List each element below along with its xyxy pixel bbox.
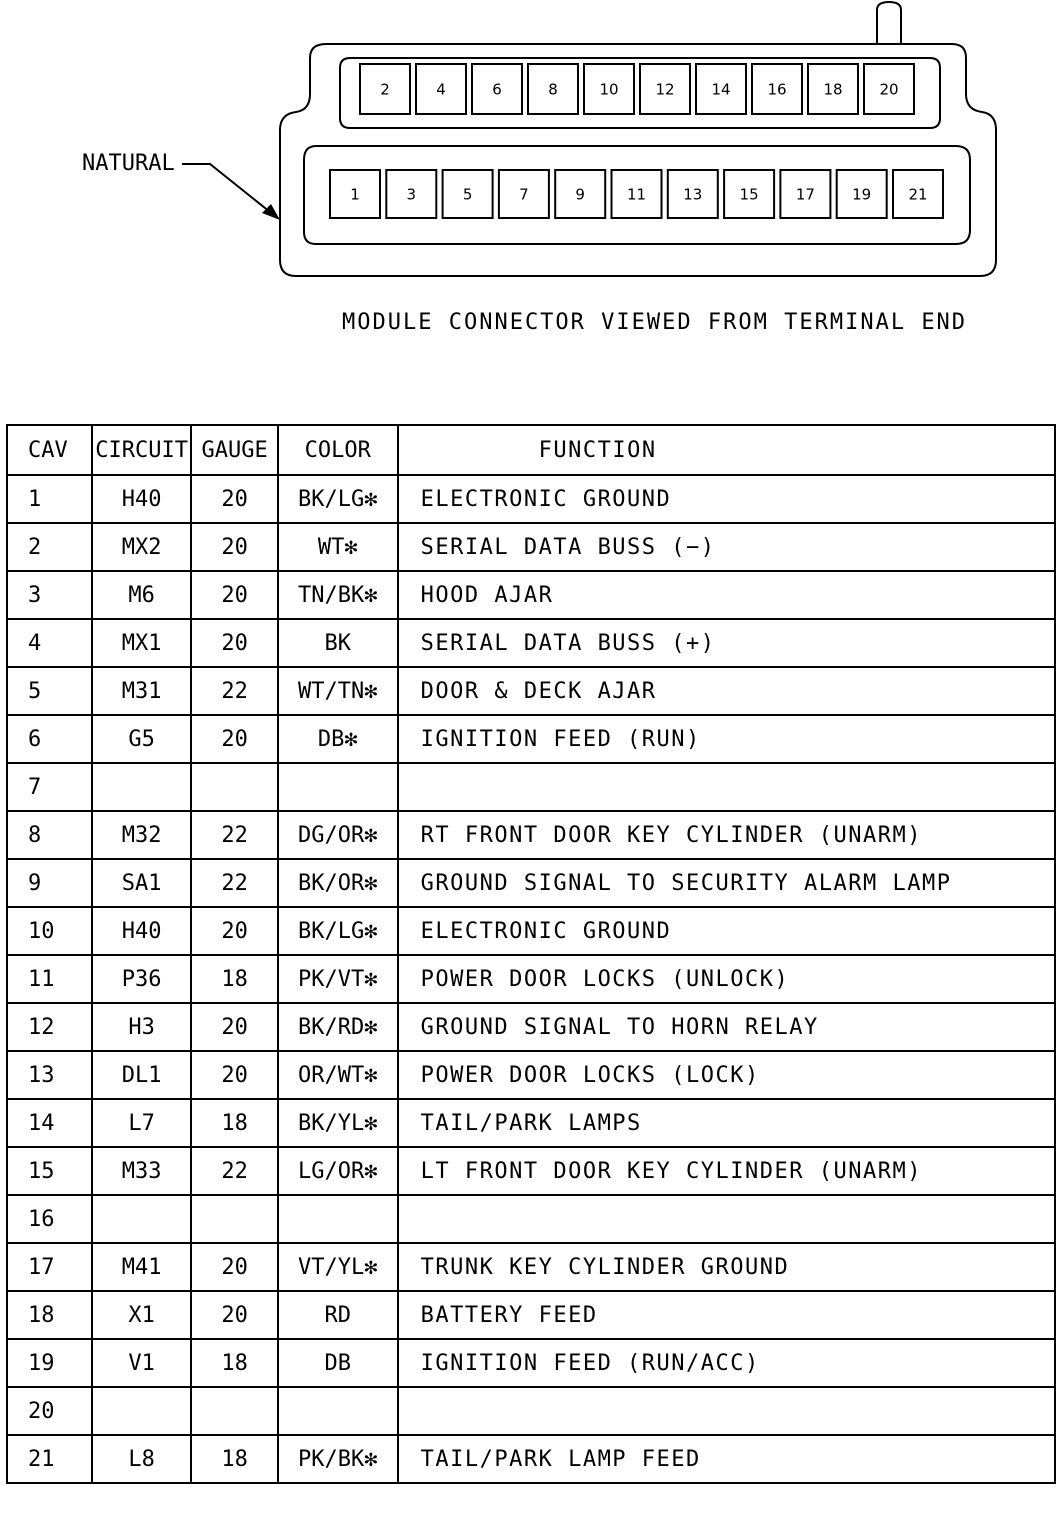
cell-cav: 1 [7,475,92,523]
top-pin-label: 8 [548,80,558,99]
cell-color: BK/LG✻ [278,907,398,955]
top-pin-label: 10 [599,80,619,99]
cell-gauge [191,763,278,811]
connector-housing [280,44,996,276]
cell-circuit: H40 [92,907,191,955]
cell-color: DB [278,1339,398,1387]
cell-circuit: M41 [92,1243,191,1291]
cell-circuit: M33 [92,1147,191,1195]
cell-cav: 3 [7,571,92,619]
cell-circuit: L7 [92,1099,191,1147]
cell-gauge: 20 [191,715,278,763]
cell-color: BK/RD✻ [278,1003,398,1051]
cell-function: POWER DOOR LOCKS (UNLOCK) [398,955,1055,1003]
cell-cav: 6 [7,715,92,763]
callout-leader-line [182,164,270,212]
cell-circuit: P36 [92,955,191,1003]
cell-function: DOOR & DECK AJAR [398,667,1055,715]
cell-gauge: 20 [191,523,278,571]
bottom-pin-label: 9 [575,185,585,204]
cell-circuit: G5 [92,715,191,763]
cell-function: TAIL/PARK LAMP FEED [398,1435,1055,1483]
table-row [7,619,1055,667]
cell-cav: 13 [7,1051,92,1099]
bottom-pin-label: 17 [795,185,815,204]
header-function: FUNCTION [398,425,1055,475]
cell-function: ELECTRONIC GROUND [398,907,1055,955]
cell-circuit: H3 [92,1003,191,1051]
table-row [7,571,1055,619]
cell-circuit: MX1 [92,619,191,667]
cell-color: WT✻ [278,523,398,571]
cell-function [398,1195,1055,1243]
top-pin-label: 6 [492,80,502,99]
cell-gauge: 22 [191,811,278,859]
connector-latch [877,2,901,44]
module-connector-diagram [0,0,1056,300]
bottom-pin-label: 19 [852,185,872,204]
table-row [7,1195,1055,1243]
cell-gauge: 18 [191,1099,278,1147]
cell-color: DG/OR✻ [278,811,398,859]
cell-cav: 17 [7,1243,92,1291]
table-row [7,859,1055,907]
bottom-pin-label: 3 [406,185,417,204]
pinout-table [6,424,1056,1484]
table-row [7,1003,1055,1051]
cell-circuit: X1 [92,1291,191,1339]
table-row [7,1051,1055,1099]
cell-circuit: V1 [92,1339,191,1387]
top-pin-label: 14 [711,80,731,99]
cell-color: BK/OR✻ [278,859,398,907]
table-row [7,955,1055,1003]
bottom-pin-label: 13 [683,185,703,204]
header-circuit: CIRCUIT [92,425,191,475]
cell-cav: 8 [7,811,92,859]
cell-function: ELECTRONIC GROUND [398,475,1055,523]
cell-function: TRUNK KEY CYLINDER GROUND [398,1243,1055,1291]
cell-color: BK/YL✻ [278,1099,398,1147]
cell-gauge: 18 [191,955,278,1003]
diagram-caption: MODULE CONNECTOR VIEWED FROM TERMINAL END [342,310,968,335]
cell-cav: 16 [7,1195,92,1243]
bottom-pin-label: 11 [626,185,647,204]
table-row [7,1099,1055,1147]
cell-circuit: DL1 [92,1051,191,1099]
cell-function: LT FRONT DOOR KEY CYLINDER (UNARM) [398,1147,1055,1195]
cell-circuit: MX2 [92,523,191,571]
cell-cav: 11 [7,955,92,1003]
top-pin-label: 12 [655,80,675,99]
cell-function: GROUND SIGNAL TO HORN RELAY [398,1003,1055,1051]
bottom-pin-label: 5 [462,185,473,204]
top-pin-label: 4 [436,80,446,99]
cell-gauge: 20 [191,1243,278,1291]
cell-circuit [92,1387,191,1435]
table-row [7,667,1055,715]
cell-gauge: 18 [191,1435,278,1483]
cell-cav: 15 [7,1147,92,1195]
table-row [7,475,1055,523]
cell-color: RD [278,1291,398,1339]
cell-color: LG/OR✻ [278,1147,398,1195]
cell-circuit [92,1195,191,1243]
bottom-pin-label: 21 [908,185,928,204]
cell-color: PK/BK✻ [278,1435,398,1483]
table-row [7,811,1055,859]
cell-gauge [191,1387,278,1435]
bottom-pin-label: 1 [350,185,360,204]
cell-color [278,1195,398,1243]
cell-circuit: M6 [92,571,191,619]
cell-color: BK [278,619,398,667]
cell-function: BATTERY FEED [398,1291,1055,1339]
cell-function: SERIAL DATA BUSS (+) [398,619,1055,667]
cell-cav: 12 [7,1003,92,1051]
cell-function: IGNITION FEED (RUN) [398,715,1055,763]
cell-cav: 7 [7,763,92,811]
cell-gauge: 20 [191,1291,278,1339]
top-pin-row [360,64,914,114]
bottom-pin-row [330,170,943,218]
cell-function: TAIL/PARK LAMPS [398,1099,1055,1147]
cell-gauge: 20 [191,1003,278,1051]
header-cav: CAV [7,425,92,475]
table-row [7,763,1055,811]
table-row [7,1435,1055,1483]
table-row [7,715,1055,763]
cell-cav: 14 [7,1099,92,1147]
table-row [7,907,1055,955]
cell-function: IGNITION FEED (RUN/ACC) [398,1339,1055,1387]
cell-function: SERIAL DATA BUSS (−) [398,523,1055,571]
cell-circuit: SA1 [92,859,191,907]
cell-cav: 20 [7,1387,92,1435]
top-pin-label: 2 [380,80,390,99]
natural-callout-label: NATURAL [82,151,175,176]
cell-gauge: 20 [191,907,278,955]
table-header-row [7,425,1055,475]
cell-color: PK/VT✻ [278,955,398,1003]
cell-gauge [191,1195,278,1243]
bottom-pin-label: 15 [739,185,759,204]
cell-gauge: 22 [191,859,278,907]
cell-gauge: 22 [191,1147,278,1195]
cell-circuit: L8 [92,1435,191,1483]
cell-cav: 21 [7,1435,92,1483]
cell-cav: 4 [7,619,92,667]
cell-function [398,1387,1055,1435]
cell-gauge: 18 [191,1339,278,1387]
cell-color: VT/YL✻ [278,1243,398,1291]
cell-cav: 19 [7,1339,92,1387]
cell-color: OR/WT✻ [278,1051,398,1099]
top-pin-label: 18 [823,80,843,99]
bottom-pin-label: 7 [519,185,529,204]
cell-gauge: 20 [191,1051,278,1099]
cell-color: WT/TN✻ [278,667,398,715]
cell-function: GROUND SIGNAL TO SECURITY ALARM LAMP [398,859,1055,907]
cell-cav: 5 [7,667,92,715]
cell-color: TN/BK✻ [278,571,398,619]
table-row [7,523,1055,571]
cell-cav: 9 [7,859,92,907]
cell-cav: 10 [7,907,92,955]
cell-circuit: H40 [92,475,191,523]
cell-cav: 2 [7,523,92,571]
cell-circuit: M31 [92,667,191,715]
cell-color [278,763,398,811]
header-color: COLOR [278,425,398,475]
cell-gauge: 22 [191,667,278,715]
cell-circuit [92,763,191,811]
cell-color: BK/LG✻ [278,475,398,523]
cell-gauge: 20 [191,571,278,619]
cell-cav: 18 [7,1291,92,1339]
cell-function: HOOD AJAR [398,571,1055,619]
top-pin-label: 16 [767,80,787,99]
callout-arrowhead [262,204,280,220]
cell-function [398,763,1055,811]
table-row [7,1387,1055,1435]
cell-color: DB✻ [278,715,398,763]
table-row [7,1243,1055,1291]
top-pin-label: 20 [879,80,899,99]
table-row [7,1291,1055,1339]
cell-gauge: 20 [191,619,278,667]
cell-function: POWER DOOR LOCKS (LOCK) [398,1051,1055,1099]
table-row [7,1147,1055,1195]
table-row [7,1339,1055,1387]
cell-circuit: M32 [92,811,191,859]
header-gauge: GAUGE [191,425,278,475]
cell-color [278,1387,398,1435]
cell-gauge: 20 [191,475,278,523]
cell-function: RT FRONT DOOR KEY CYLINDER (UNARM) [398,811,1055,859]
